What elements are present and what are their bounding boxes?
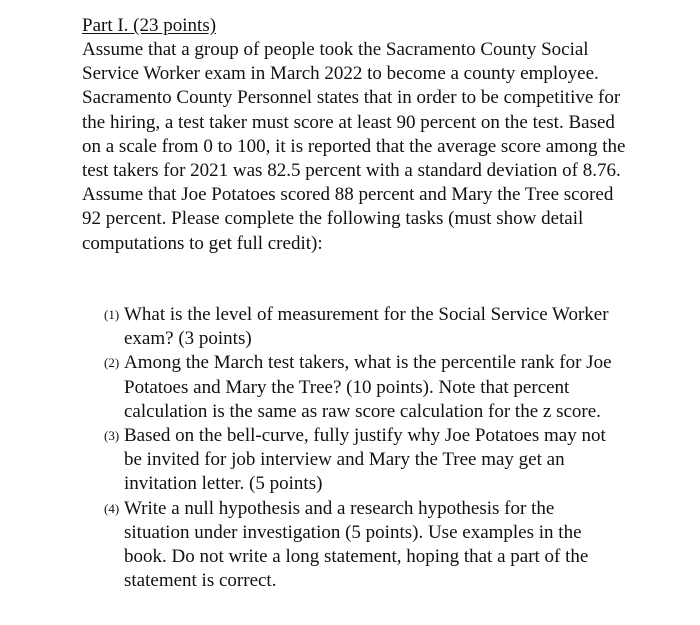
task-item-3 — [104, 424, 616, 497]
task-text: Among the March test takers, what is the percentile rank for Joe Potatoes and Mary the Tree? (10 points). Note that percent calculation is the same as raw score calculation for the z score. — [124, 352, 612, 422]
intro-paragraph: Assume that a group of people took the Sacramento County Social Service Worker exam in March 2022 to become a county employee. Sacramento County Personnel states that in order to be competitive for the hiring, a test taker must score at least 90 percent on the test. Based on a scale from 0 to 100, it is reported that the average score among the test takers for 2021 was 82.5 percent with a standard deviation of 8.76. Assume that Joe Potatoes scored 88 percent and Mary the Tree scored 92 percent. Please complete the following tasks (must show detail computations to get full credit): — [82, 39, 626, 254]
task-text: Based on the bell-curve, fully justify why Joe Potatoes may not be invited for job interview and Mary the Tree may get an invitation letter. (5 points) — [124, 425, 606, 495]
task-number: (1) — [104, 307, 120, 322]
task-list — [104, 303, 616, 593]
task-text: What is the level of measurement for the Social Service Worker exam? (3 points) — [124, 304, 609, 350]
task-text: Write a null hypothesis and a research hypothesis for the situation under investigation (5 points). Use examples in the book. Do not write a long statement, hoping that a part of the statement is correct. — [124, 497, 589, 592]
task-item-4 — [104, 497, 616, 594]
section-heading: Part I. (23 points) — [82, 15, 217, 36]
task-number: (3) — [104, 428, 120, 444]
task-number: (2) — [104, 355, 120, 371]
task-number: (4) — [104, 500, 120, 516]
document-page — [82, 14, 642, 592]
task-item-1 — [104, 303, 616, 351]
task-item-2 — [104, 351, 616, 424]
